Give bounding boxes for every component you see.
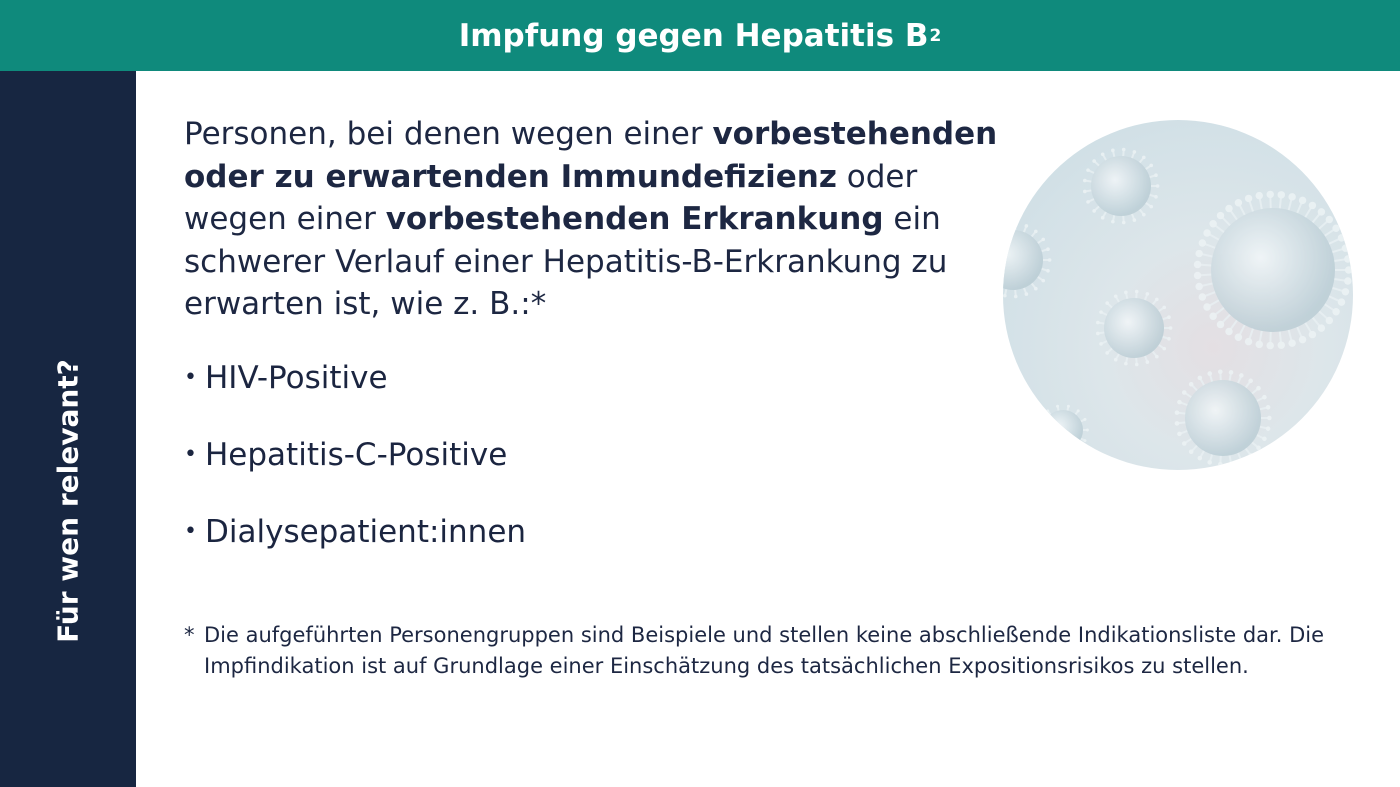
page-title: Impfung gegen Hepatitis B (458, 17, 929, 54)
bullet-icon: • (184, 365, 197, 390)
intro-text-2: oder wegen einer (184, 158, 918, 237)
sidebar (0, 71, 136, 787)
virus-illustration (1003, 120, 1353, 470)
bullet-list (184, 356, 526, 587)
footnote (184, 620, 1384, 682)
bullet-icon: • (184, 442, 197, 467)
virus-icon (1003, 120, 1353, 470)
list-item (184, 433, 526, 510)
intro-paragraph (184, 113, 999, 326)
title-superscript: 2 (929, 25, 942, 46)
list-item-label: Hepatitis-C-Positive (205, 437, 508, 473)
list-item-label: HIV-Positive (205, 360, 388, 396)
intro-bold-1: vorbestehenden oder zu erwartenden Immundefizienz (184, 116, 998, 195)
footnote-marker: * (184, 623, 195, 647)
list-item-label: Dialysepatient:innen (205, 514, 527, 550)
list-item (184, 510, 526, 587)
header-bar (0, 0, 1400, 71)
footnote-text: Die aufgeführten Personengruppen sind Beispiele und stellen keine abschließende Indikationsliste dar. Die Impfindikation ist auf Grundlage einer Einschätzung des tatsächlichen Expositionsrisikos zu stellen. (204, 623, 1324, 678)
bullet-icon: • (184, 519, 197, 544)
intro-bold-2: vorbestehenden Erkrankung (385, 201, 884, 237)
intro-text-1: Personen, bei denen wegen einer (184, 116, 713, 152)
sidebar-label: Für wen relevant? (51, 359, 85, 643)
intro-text-3: ein schwerer Verlauf einer Hepatitis-B-Erkrankung zu erwarten ist, wie z. B.:* (184, 201, 948, 322)
list-item (184, 356, 526, 433)
